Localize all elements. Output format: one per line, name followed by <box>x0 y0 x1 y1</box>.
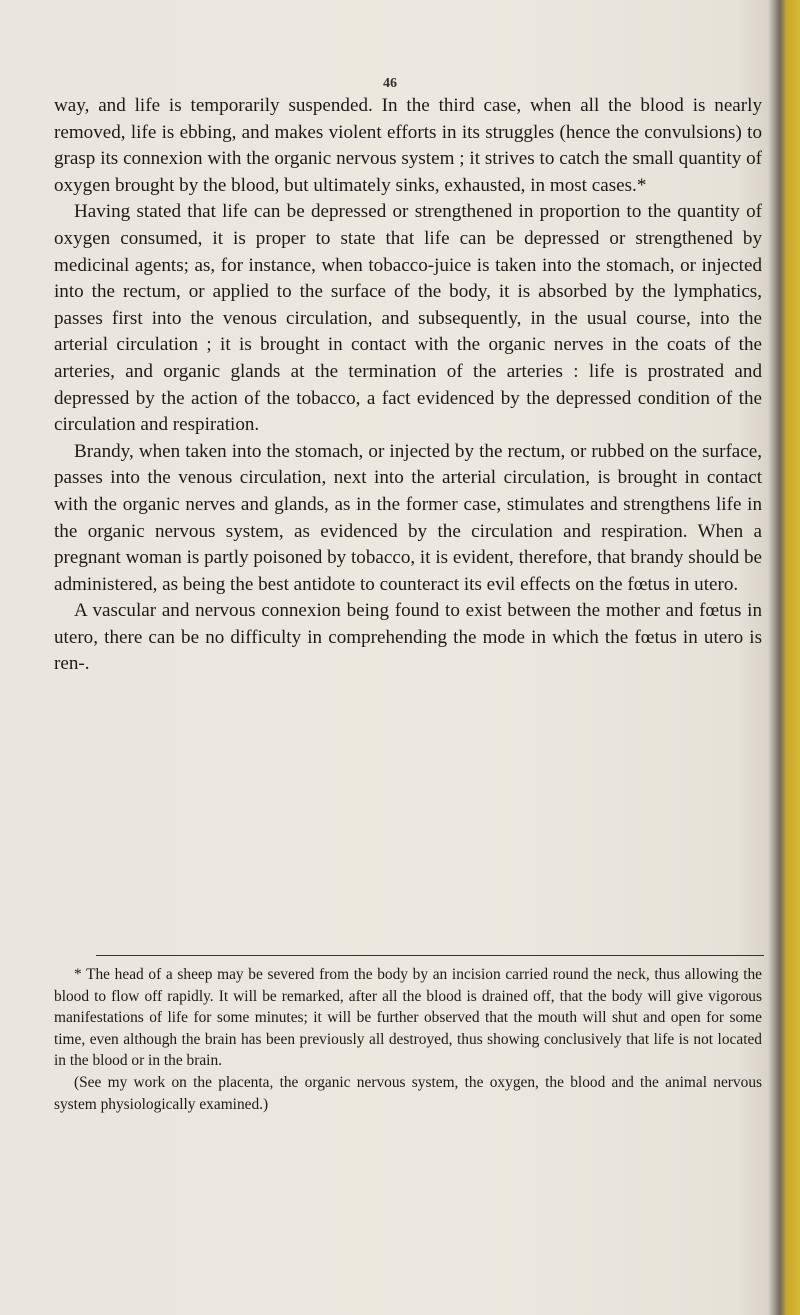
paragraph: way, and life is temporarily suspended. In the third case, when all the blood is nearly removed, life is ebbing, and makes violent efforts in its struggles (hence the convulsions) to grasp its connexion with the organic nervous system ; it strives to catch the small quantity of oxygen brought by the blood, but ultimately sinks, exhausted, in most cases.* <box>54 95 762 196</box>
footnote-divider <box>96 955 764 956</box>
paragraph: A vascular and nervous connexion being found to exist between the mother and fœtus in utero, there can be no difficulty in comprehending the mode in which the fœtus in utero is ren-. <box>54 600 762 675</box>
body-text <box>54 93 762 678</box>
paragraph: Having stated that life can be depressed or strengthened in proportion to the quantity of oxygen consumed, it is proper to state that life can be depressed or strengthened by medicinal agents; as, for instance, when tobacco-juice is taken into the stomach, or injected into the rectum, or applied to the surface of the body, it is absorbed by the lymphatics, passes first into the venous circulation, and subsequently, in the usual course, into the arterial circulation ; it is brought in contact with the organic nerves in the coats of the arteries, and organic glands at the termination of the arteries : life is prostrated and depressed by the action of the tobacco, a fact evidenced by the depressed condition of the circulation and respiration. <box>54 201 762 436</box>
footnote-block <box>54 964 762 1115</box>
page-number: 46 <box>383 76 397 91</box>
footnote: (See my work on the placenta, the organic nervous system, the oxygen, the blood and the animal nervous system physiologically examined.) <box>54 1073 762 1113</box>
paragraph: Brandy, when taken into the stomach, or injected by the rectum, or rubbed on the surface, passes into the venous circulation, next into the arterial circulation, is brought in contact with the organic nerves and glands, as in the former case, stimulates and strengthens life in the organic nervous system, as evidenced by the circulation and respiration. When a pregnant woman is partly poisoned by tobacco, it is evident, therefore, that brandy should be administered, as being the best antidote to counteract its evil effects on the fœtus in utero. <box>54 440 762 595</box>
page-binding-edge <box>776 0 800 1315</box>
footnote: * The head of a sheep may be severed from the body by an incision carried round the neck, thus allowing the blood to flow off rapidly. It will be remarked, after all the blood is drained off, that the body will give vigorous manifestations of life for some minutes; it will be further observed that the mouth will shut and open for some time, even although the brain has been previously all destroyed, thus showing conclusively that life is not located in the blood or in the brain. <box>54 966 762 1070</box>
